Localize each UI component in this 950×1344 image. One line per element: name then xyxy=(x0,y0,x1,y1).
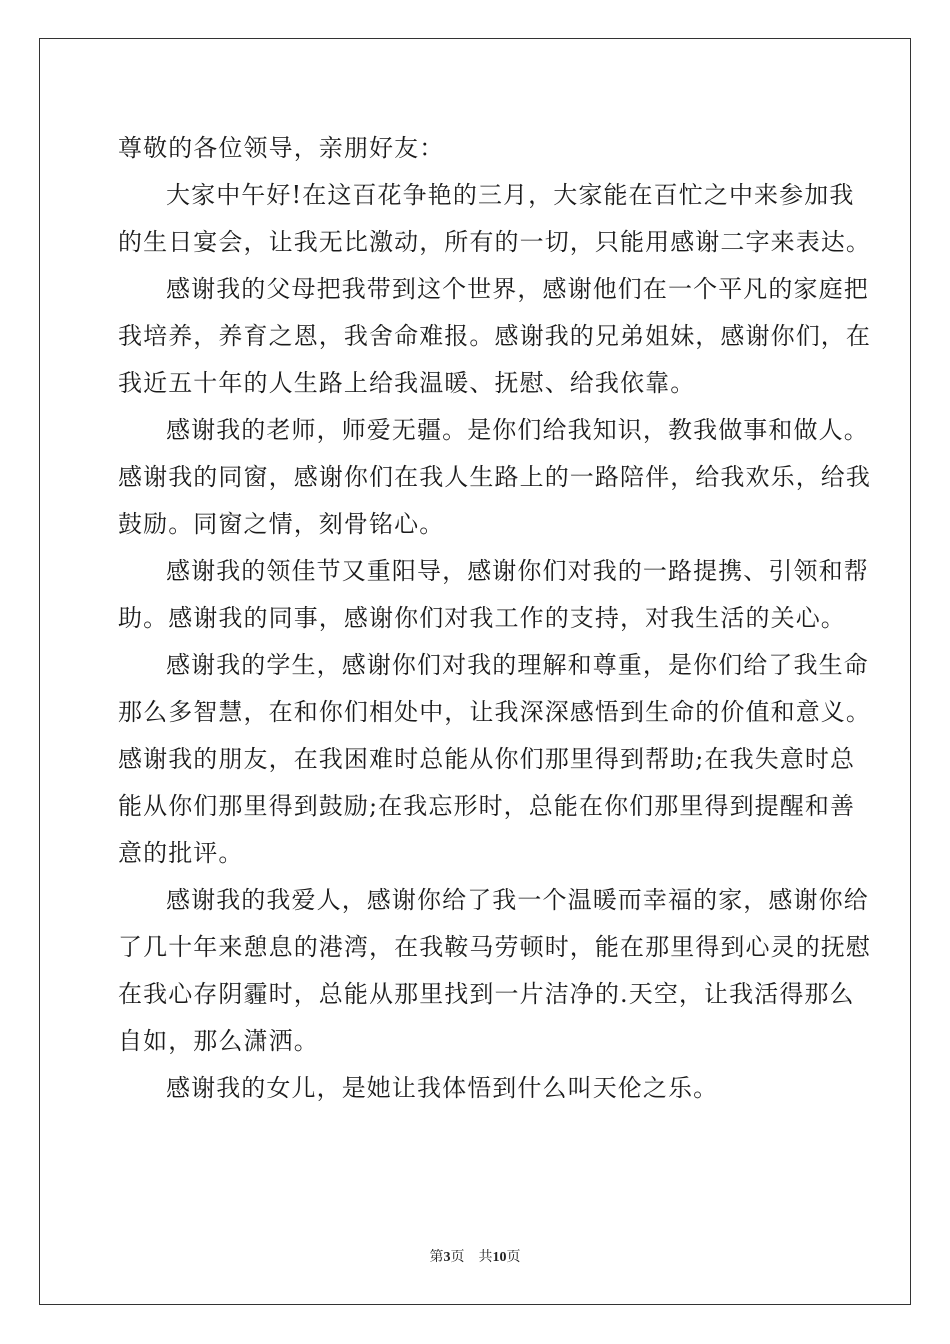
page-prefix: 第 xyxy=(429,1250,444,1265)
text-line: 在我心存阴霾时，总能从那里找到一片洁净的.天空，让我活得那么 xyxy=(118,980,855,1008)
text-line: 鼓励。同窗之情，刻骨铭心。 xyxy=(118,510,445,538)
text-line: 感谢我的女儿，是她让我体悟到什么叫天伦之乐。 xyxy=(166,1074,719,1102)
text-line: 助。感谢我的同事，感谢你们对我工作的支持，对我生活的关心。 xyxy=(118,604,846,632)
text-line: 感谢我的领佳节又重阳导，感谢你们对我的一路提携、引领和帮 xyxy=(166,557,869,585)
text-line: 意的批评。 xyxy=(118,839,244,867)
page-number: 3 xyxy=(443,1250,451,1265)
text-line: 感谢我的朋友，在我困难时总能从你们那里得到帮助;在我失意时总 xyxy=(118,745,856,773)
text-line: 的生日宴会，让我无比激动，所有的一切，只能用感谢二字来表达。 xyxy=(118,228,871,256)
page-suffix: 页 xyxy=(450,1250,465,1265)
text-line: 我培养，养育之恩，我舍命难报。感谢我的兄弟姐妹，感谢你们，在 xyxy=(118,322,871,350)
text-line: 感谢我的同窗，感谢你们在我人生路上的一路陪伴，给我欢乐，给我 xyxy=(118,463,871,491)
text-line: 能从你们那里得到鼓励;在我忘形时，总能在你们那里得到提醒和善 xyxy=(118,792,856,820)
text-line: 感谢我的父母把我带到这个世界，感谢他们在一个平凡的家庭把 xyxy=(166,275,869,303)
text-line: 感谢我的老师，师爱无疆。是你们给我知识，教我做事和做人。 xyxy=(166,416,869,444)
text-line: 自如，那么潇洒。 xyxy=(118,1027,319,1055)
text-line: 那么多智慧，在和你们相处中，让我深深感悟到生命的价值和意义。 xyxy=(118,698,871,726)
text-line: 我近五十年的人生路上给我温暖、抚慰、给我依靠。 xyxy=(118,369,696,397)
text-line: 感谢我的我爱人，感谢你给了我一个温暖而幸福的家，感谢你给 xyxy=(166,886,869,914)
total-prefix: 共 xyxy=(478,1250,493,1265)
page-footer xyxy=(0,1246,950,1266)
total-pages: 10 xyxy=(492,1250,507,1265)
text-line: 大家中午好!在这百花争艳的三月，大家能在百忙之中来参加我 xyxy=(166,181,855,209)
text-line: 了几十年来憩息的港湾，在我鞍马劳顿时，能在那里得到心灵的抚慰 xyxy=(118,933,871,961)
text-line: 感谢我的学生，感谢你们对我的理解和尊重，是你们给了我生命 xyxy=(166,651,869,679)
document-body xyxy=(118,125,871,1112)
text-line: 尊敬的各位领导，亲朋好友： xyxy=(118,134,445,162)
total-suffix: 页 xyxy=(506,1250,521,1265)
